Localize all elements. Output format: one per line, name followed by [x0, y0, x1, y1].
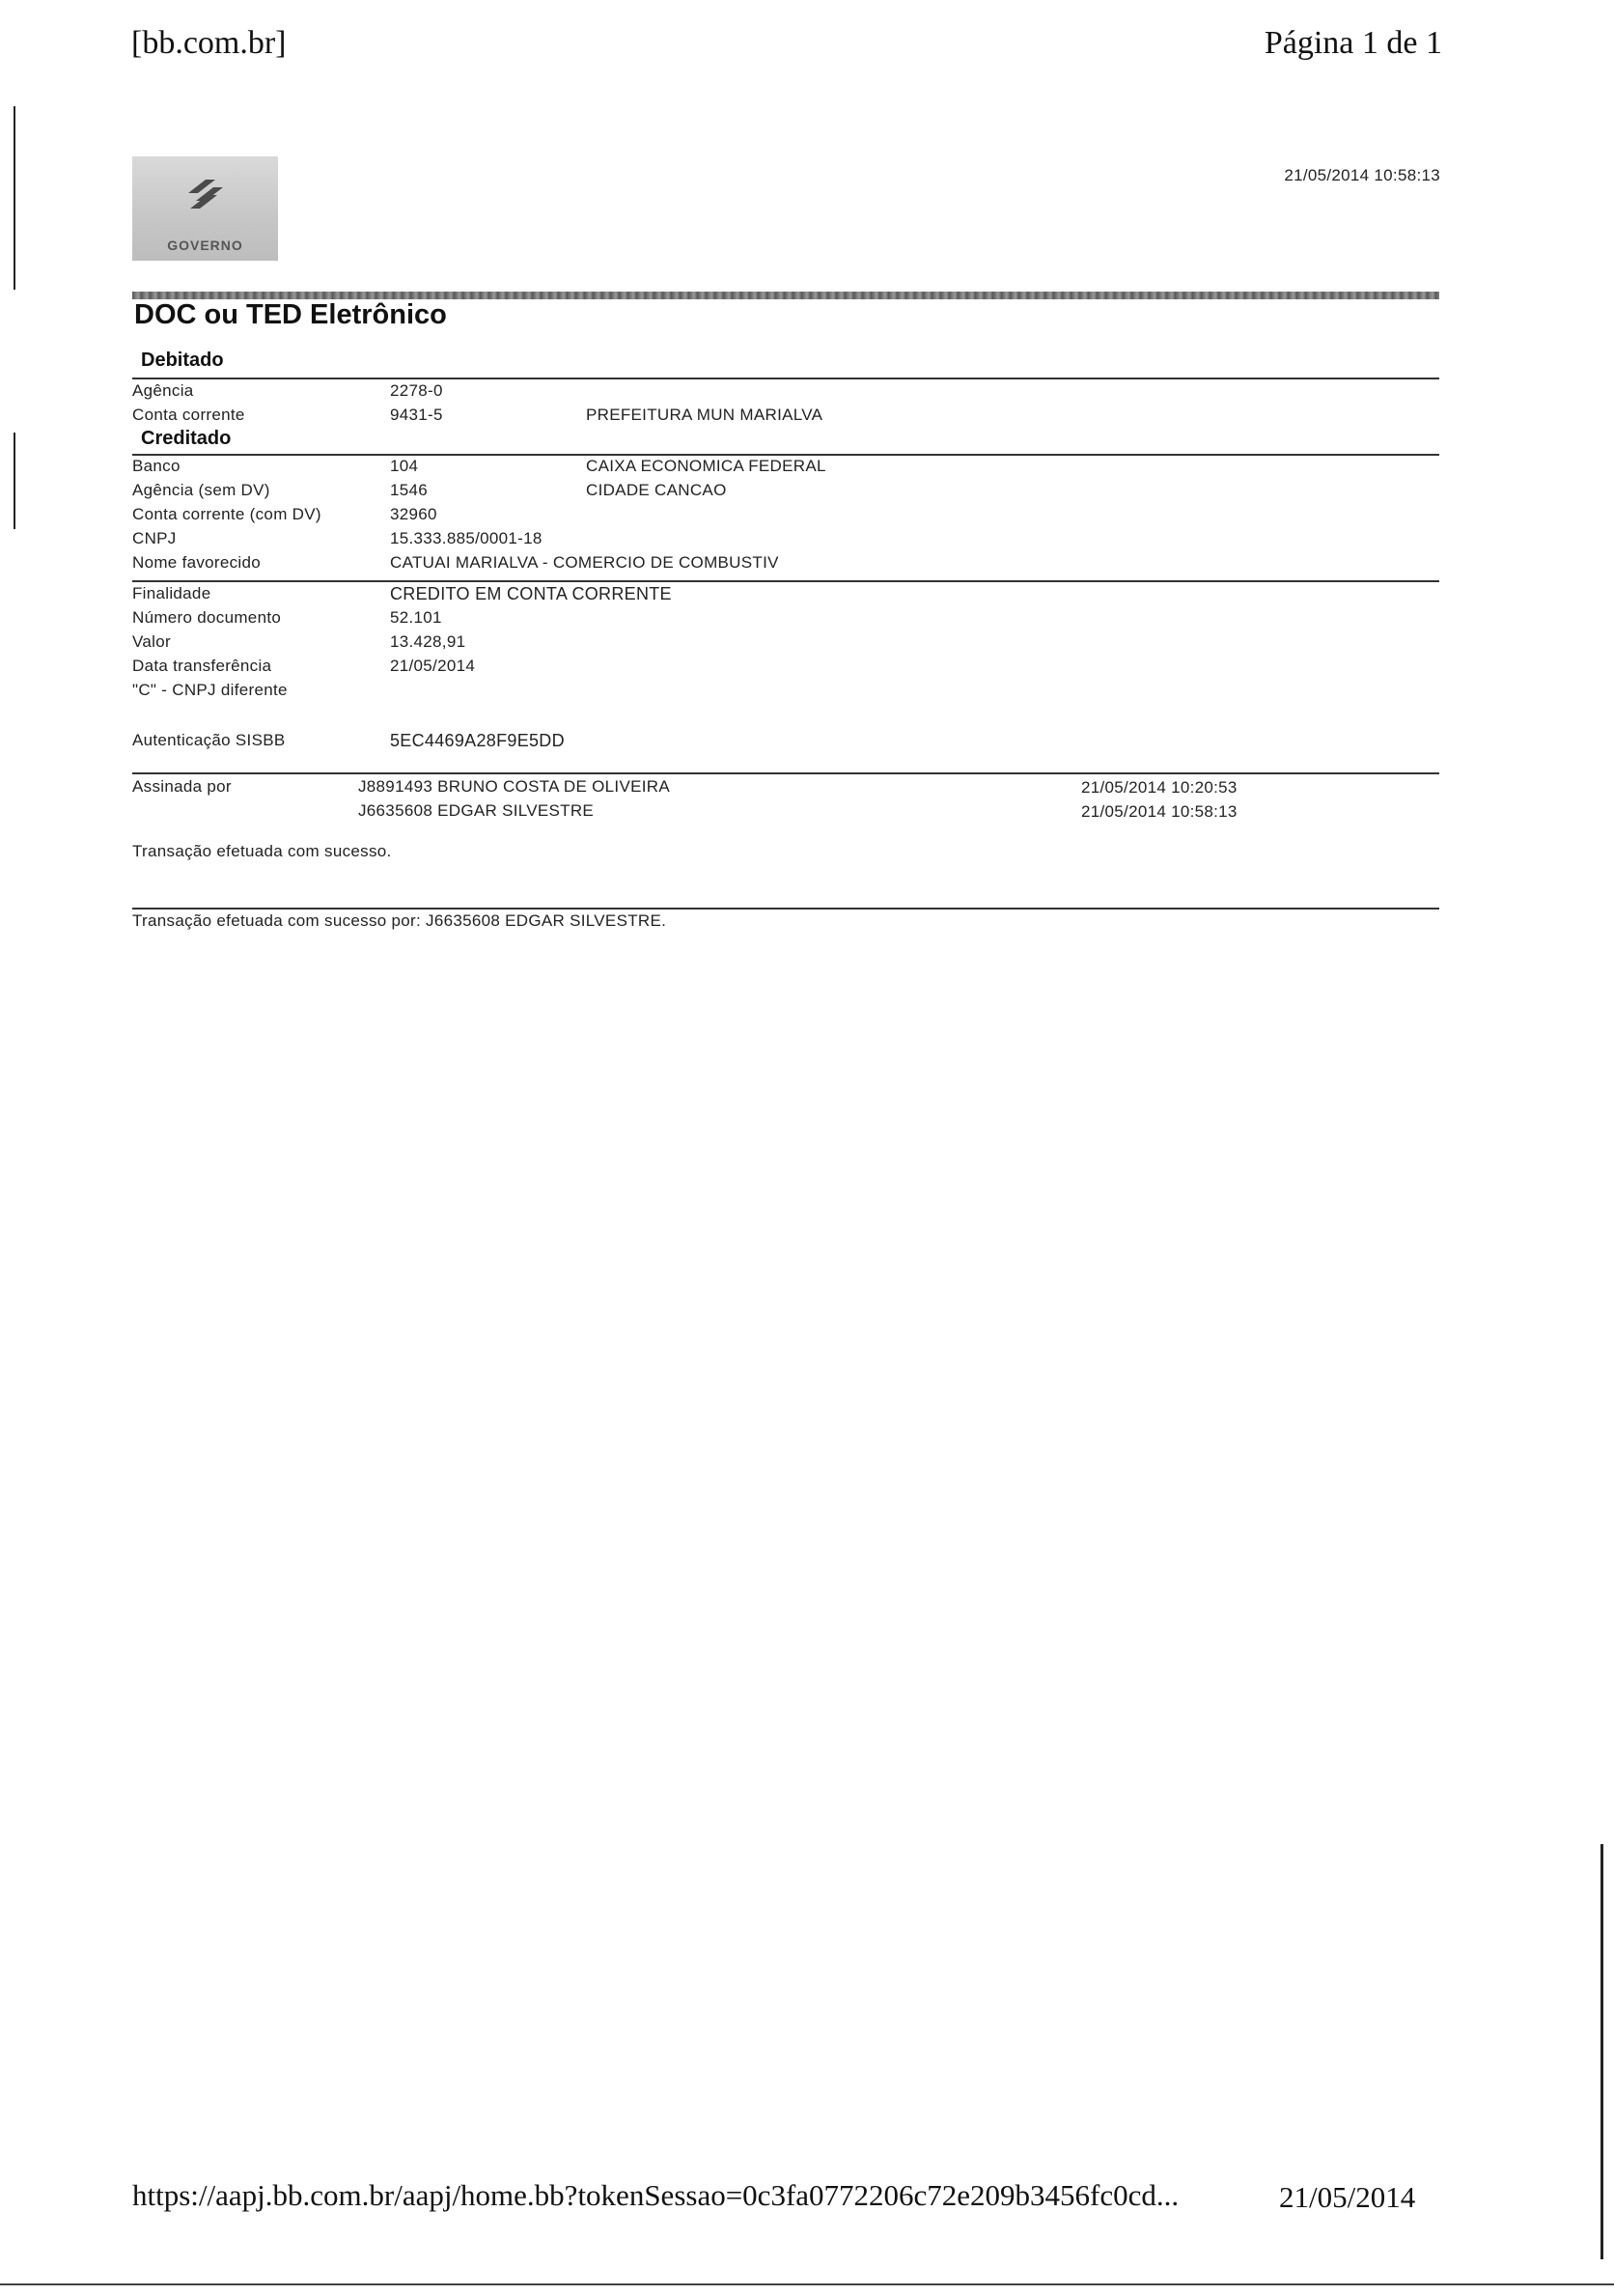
logo-caption: GOVERNO: [167, 238, 243, 253]
field-label: "C" - CNPJ diferente: [132, 681, 288, 699]
status-by-message: Transação efetuada com sucesso por: J6635608 EDGAR SILVESTRE.: [132, 911, 667, 930]
header-site: [bb.com.br]: [131, 25, 287, 61]
divider: [132, 772, 1439, 774]
field-label: Agência: [132, 381, 194, 400]
field-extra: PREFEITURA MUN MARIALVA: [586, 406, 823, 424]
field-value: 15.333.885/0001-18: [390, 529, 543, 547]
field-label: Conta corrente (com DV): [132, 505, 321, 523]
page-title: DOC ou TED Eletrônico: [134, 299, 447, 330]
print-timestamp: 21/05/2014 10:58:13: [1284, 166, 1440, 184]
field-value: 2278-0: [390, 381, 443, 400]
scan-edge-left-mid: [14, 433, 15, 529]
field-label: Conta corrente: [132, 406, 245, 424]
scan-edge-right-bottom: [1600, 1844, 1603, 2259]
signer-datetime: 21/05/2014 10:58:13: [1081, 802, 1238, 821]
footer-url: https://aapj.bb.com.br/aapj/home.bb?tokenSessao=0c3fa0772206c72e209b3456fc0cd...: [132, 2178, 1180, 2212]
field-label: Banco: [132, 457, 181, 475]
field-value: 104: [390, 457, 419, 475]
divider: [132, 580, 1439, 582]
signer-name: J8891493 BRUNO COSTA DE OLIVEIRA: [358, 777, 670, 796]
field-value: 32960: [390, 505, 437, 523]
field-value: 1546: [390, 481, 429, 499]
divider: [132, 908, 1439, 910]
header-page-number: Página 1 de 1: [1264, 25, 1442, 61]
section-debitado: Debitado: [141, 350, 224, 371]
section-creditado: Creditado: [141, 428, 232, 449]
header-banner: [132, 292, 1439, 299]
scan-edge-bottom: [0, 2283, 1614, 2285]
field-label: Número documento: [132, 608, 282, 627]
field-extra: CIDADE CANCAO: [586, 481, 727, 499]
signed-by-label: Assinada por: [132, 777, 232, 796]
footer-date: 21/05/2014: [1279, 2180, 1416, 2214]
status-message: Transação efetuada com sucesso.: [132, 842, 392, 860]
field-label: Finalidade: [132, 584, 211, 602]
field-label: Valor: [132, 632, 171, 651]
auth-code: 5EC4469A28F9E5DD: [390, 731, 565, 750]
field-value: CATUAI MARIALVA - COMERCIO DE COMBUSTIV: [390, 553, 779, 572]
field-extra: CAIXA ECONOMICA FEDERAL: [586, 457, 826, 475]
field-label: CNPJ: [132, 529, 177, 547]
field-value: 52.101: [390, 608, 442, 627]
bb-logo: [132, 156, 278, 261]
bb-logo-icon: [132, 156, 278, 234]
field-label: Nome favorecido: [132, 553, 262, 572]
divider: [132, 378, 1439, 379]
field-value: 21/05/2014: [390, 657, 476, 675]
field-label: Data transferência: [132, 657, 272, 675]
field-label: Agência (sem DV): [132, 481, 270, 499]
field-value: 13.428,91: [390, 632, 466, 651]
auth-label: Autenticação SISBB: [132, 731, 286, 749]
scan-edge-left-top: [14, 106, 15, 290]
field-value: 9431-5: [390, 406, 443, 424]
divider: [132, 454, 1439, 456]
signer-name: J6635608 EDGAR SILVESTRE: [358, 801, 595, 820]
field-value: CREDITO EM CONTA CORRENTE: [390, 584, 672, 603]
signer-datetime: 21/05/2014 10:20:53: [1081, 778, 1238, 797]
